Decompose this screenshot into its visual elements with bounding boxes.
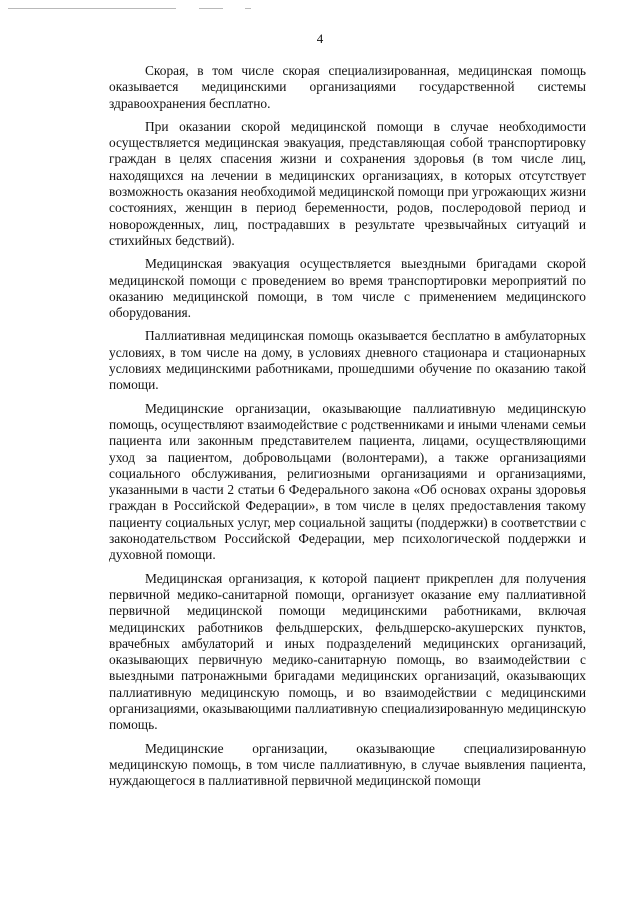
paragraph: Медицинская эвакуация осуществляется выездными бригадами скорой медицинской помощи с проведением во время транспортировки мероприятий по оказанию медицинской помощи, в том числе с применением медицинского оборудования. (109, 256, 586, 321)
paragraph: Паллиативная медицинская помощь оказывается бесплатно в амбулаторных условиях, в том числе на дому, в условиях дневного стационара и стационарных условиях медицинскими работниками, прошедшими обучение по оказанию такой помощи. (109, 328, 586, 393)
scan-edge-line (245, 8, 251, 9)
paragraph: Медицинские организации, оказывающие специализированную медицинскую помощь, в том числе паллиативную, в случае выявления пациента, нуждающегося в паллиативной первичной медицинской помощи (109, 740, 586, 789)
paragraph: При оказании скорой медицинской помощи в случае необходимости осуществляется медицинская эвакуация, представляющая собой транспортировку граждан в целях спасения жизни и сохранения здоровья (в том числе лиц, находящихся на лечении в медицинских организациях, в которых отсутствует возможность оказания необходимой медицинской помощи при угрожающих жизни состояниях, женщин в период беременности, родов, послеродовой период и новорожденных, лиц, пострадавших в результате чрезвычайных ситуаций и стихийных бедствий). (109, 118, 586, 248)
scan-edge-line (199, 8, 223, 9)
page-number: 4 (316, 31, 324, 46)
scan-edge-line (8, 8, 176, 9)
document-body (109, 63, 586, 796)
paragraph: Медицинские организации, оказывающие паллиативную медицинскую помощь, осуществляют взаимодействие с родственниками и иными членами семьи пациента или законным представителем пациента, лицами, осуществляющими уход за пациентом, добровольцами (волонтерами), а также организациями социального обслуживания, религиозными организациями и организациями, указанными в части 2 статьи 6 Федерального закона «Об основах охраны здоровья граждан в Российской Федерации», в том числе в целях предоставления такому пациенту социальных услуг, мер социальной защиты (поддержки) в соответствии с законодательством Российской Федерации, мер психологической поддержки и духовной помощи. (109, 400, 586, 563)
paragraph: Скорая, в том числе скорая специализированная, медицинская помощь оказывается медицинскими организациями государственной системы здравоохранения бесплатно. (109, 63, 586, 111)
paragraph: Медицинская организация, к которой пациент прикреплен для получения первичной медико-санитарной помощи, организует оказание ему паллиативной первичной медицинской помощи медицинскими работниками, включая медицинских работников фельдшерских, фельдшерско-акушерских пунктов, врачебных амбулаторий и иных подразделений медицинских организаций, оказывающих первичную медико-санитарную помощь, во взаимодействии с выездными патронажными бригадами медицинских организаций, оказывающих паллиативную медицинскую помощь, и во взаимодействии с медицинскими организациями, оказывающими паллиативную специализированную медицинскую помощь. (109, 570, 586, 733)
